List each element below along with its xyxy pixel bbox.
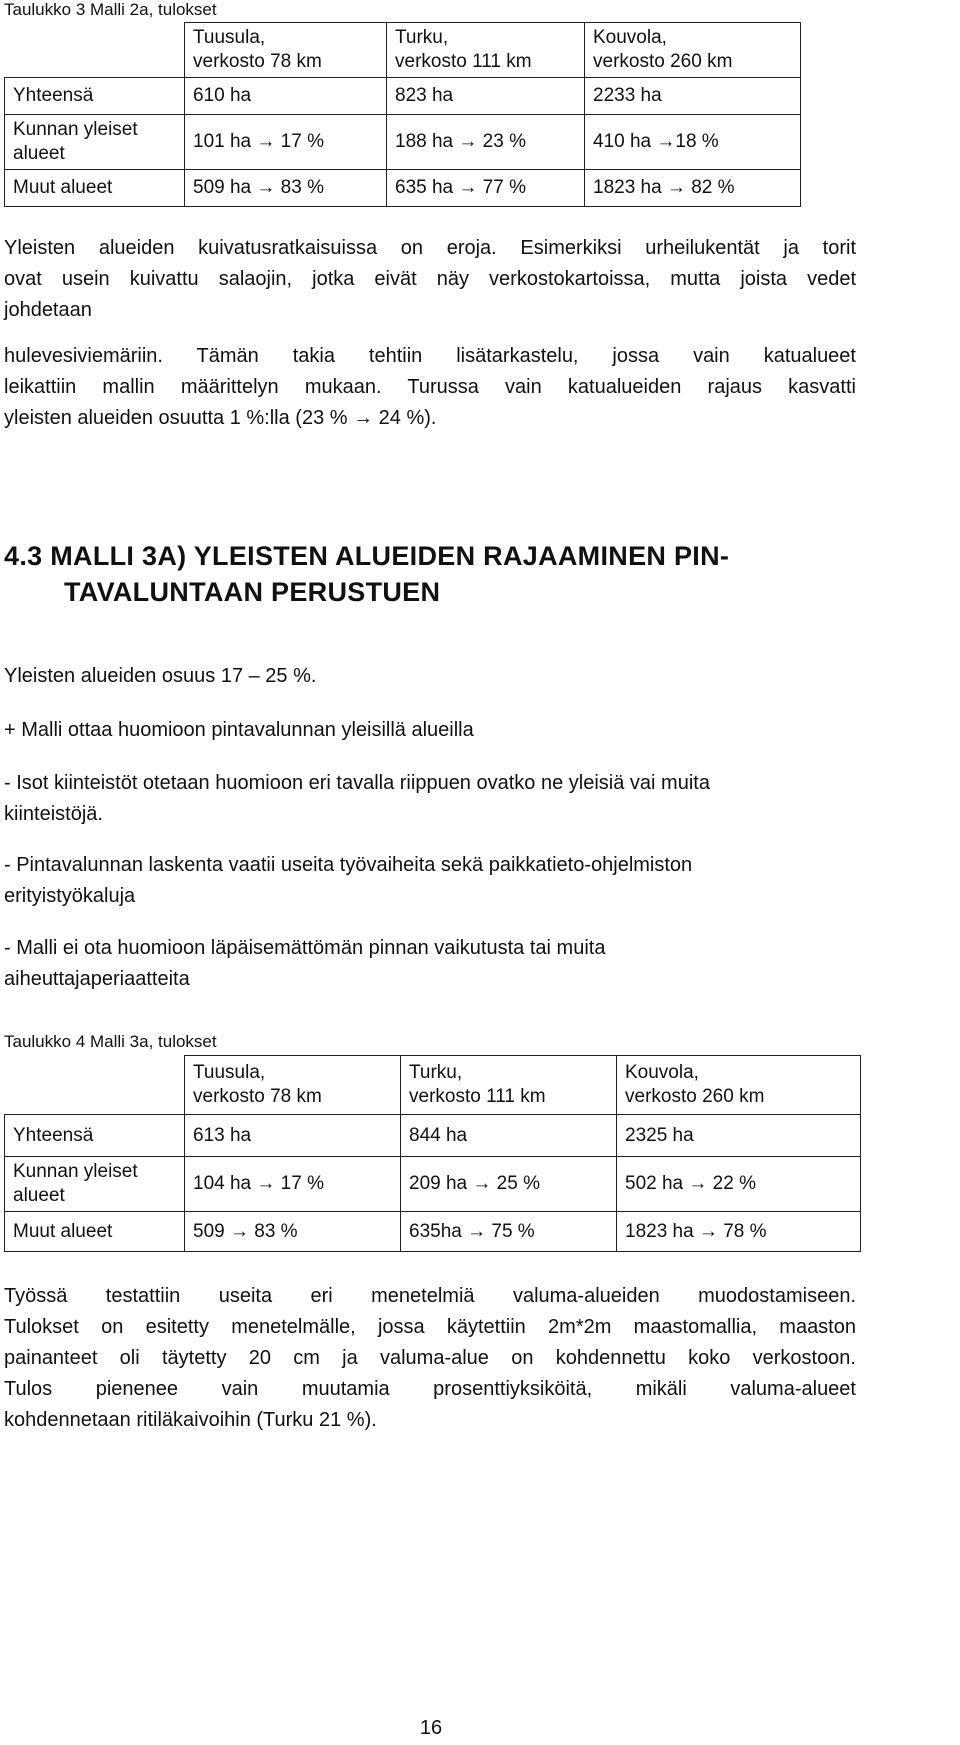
table-cell: 101 ha → 17 % bbox=[185, 115, 387, 170]
text-line: hulevesiviemäriin. Tämän takia tehtiin lisätarkastelu, jossa vain katualueet bbox=[4, 345, 856, 367]
table4 bbox=[4, 1055, 861, 1252]
table3-caption: Taulukko 3 Malli 2a, tulokset bbox=[4, 0, 217, 19]
table-cell: 509 ha → 83 % bbox=[185, 170, 387, 207]
section-number: 4.3 bbox=[4, 541, 43, 571]
table-row bbox=[5, 1157, 861, 1212]
text-line: ovat usein kuivattu salaojin, jotka eivät näy verkostokartoissa, mutta joista vedet bbox=[4, 268, 856, 290]
table-cell: 104 ha → 17 % bbox=[185, 1157, 401, 1212]
table-cell: 844 ha bbox=[401, 1115, 617, 1157]
text-line: aiheuttajaperiaatteita bbox=[4, 968, 190, 990]
table-cell: Muut alueet bbox=[5, 170, 185, 207]
text-line: Yleisten alueiden kuivatusratkaisuissa on eroja. Esimerkiksi urheilukentät ja torit bbox=[4, 237, 856, 259]
table-cell: Kunnan yleiset alueet bbox=[5, 115, 185, 170]
table-cell: 823 ha bbox=[387, 78, 585, 115]
text-line: kiinteistöjä. bbox=[4, 803, 103, 825]
text-line: Työssä testattiin useita eri menetelmiä valuma-alueiden muodostamiseen. bbox=[4, 1285, 856, 1307]
paragraph-stormwater bbox=[4, 341, 856, 434]
text-line: erityistyökaluja bbox=[4, 885, 136, 907]
table3-header-turku: Turku, verkosto 111 km bbox=[387, 23, 585, 78]
text-line: - Malli ei ota huomioon läpäisemättömän pinnan vaikutusta tai muita bbox=[4, 937, 606, 959]
table-cell: 613 ha bbox=[185, 1115, 401, 1157]
text-line: Tulos pienenee vain muutamia prosenttiyksiköitä, mikäli valuma-alueet bbox=[4, 1378, 856, 1400]
page-number: 16 bbox=[419, 1717, 443, 1739]
table-row bbox=[5, 1056, 861, 1115]
table-cell: 610 ha bbox=[185, 78, 387, 115]
table-cell: 635ha → 75 % bbox=[401, 1212, 617, 1252]
bullet-plus bbox=[4, 715, 884, 746]
text-line: - Isot kiinteistöt otetaan huomioon eri tavalla riippuen ovatko ne yleisiä vai muita bbox=[4, 772, 710, 794]
table-cell: 1823 ha → 82 % bbox=[585, 170, 801, 207]
table-cell: Yhteensä bbox=[5, 1115, 185, 1157]
text-line: Tulokset on esitetty menetelmälle, jossa käytettiin 2m*2m maastomallia, maaston bbox=[4, 1316, 856, 1338]
bullet-large-properties bbox=[4, 768, 884, 830]
table-cell: 502 ha → 22 % bbox=[617, 1157, 861, 1212]
table-cell: 188 ha → 23 % bbox=[387, 115, 585, 170]
table-row bbox=[5, 78, 801, 115]
table-row bbox=[5, 23, 801, 78]
table3 bbox=[4, 22, 801, 207]
text-line: + Malli ottaa huomioon pintavalunnan yleisillä alueilla bbox=[4, 719, 474, 741]
text-line: painanteet oli täytetty 20 cm ja valuma-alue on kohdennettu koko verkostoon. bbox=[4, 1347, 856, 1369]
table4-corner bbox=[5, 1056, 185, 1115]
table-cell: 2325 ha bbox=[617, 1115, 861, 1157]
text-line: leikattiin mallin määrittelyn mukaan. Turussa vain katualueiden rajaus kasvatti bbox=[4, 376, 856, 398]
table-cell: Kunnan yleiset alueet bbox=[5, 1157, 185, 1212]
paragraph-drainage bbox=[4, 233, 856, 326]
table3-header-kouvola: Kouvola, verkosto 260 km bbox=[585, 23, 801, 78]
table4-header-kouvola: Kouvola, verkosto 260 km bbox=[617, 1056, 861, 1115]
paragraph-methods bbox=[4, 1281, 856, 1436]
table4-header-tuusula: Tuusula, verkosto 78 km bbox=[185, 1056, 401, 1115]
table-row bbox=[5, 1115, 861, 1157]
bullet-impervious bbox=[4, 933, 884, 995]
section-title-line1: MALLI 3A) YLEISTEN ALUEIDEN RAJAAMINEN PIN- bbox=[50, 541, 730, 571]
text-line: yleisten alueiden osuutta 1 %:lla (23 % → 24 %). bbox=[4, 407, 437, 429]
table-row bbox=[5, 170, 801, 207]
bullet-runoff-calc bbox=[4, 850, 884, 912]
text-line: kohdennetaan ritiläkaivoihin (Turku 21 %). bbox=[4, 1409, 377, 1431]
share-text: Yleisten alueiden osuus 17 – 25 %. bbox=[4, 665, 317, 687]
section-heading bbox=[4, 538, 904, 610]
table4-header-turku: Turku, verkosto 111 km bbox=[401, 1056, 617, 1115]
text-line: johdetaan bbox=[4, 299, 92, 321]
table4-caption: Taulukko 4 Malli 3a, tulokset bbox=[4, 1032, 217, 1051]
table-cell: 1823 ha → 78 % bbox=[617, 1212, 861, 1252]
table-cell: 410 ha →18 % bbox=[585, 115, 801, 170]
table-row bbox=[5, 115, 801, 170]
table3-corner bbox=[5, 23, 185, 78]
table-cell: 209 ha → 25 % bbox=[401, 1157, 617, 1212]
table-cell: Muut alueet bbox=[5, 1212, 185, 1252]
table3-header-tuusula: Tuusula, verkosto 78 km bbox=[185, 23, 387, 78]
text-line: - Pintavalunnan laskenta vaatii useita työvaiheita sekä paikkatieto-ohjelmiston bbox=[4, 854, 693, 876]
table-cell: 2233 ha bbox=[585, 78, 801, 115]
table-cell: Yhteensä bbox=[5, 78, 185, 115]
table-row bbox=[5, 1212, 861, 1252]
table-cell: 509 → 83 % bbox=[185, 1212, 401, 1252]
table-cell: 635 ha → 77 % bbox=[387, 170, 585, 207]
section-title-line2: TAVALUNTAAN PERUSTUEN bbox=[64, 577, 441, 607]
